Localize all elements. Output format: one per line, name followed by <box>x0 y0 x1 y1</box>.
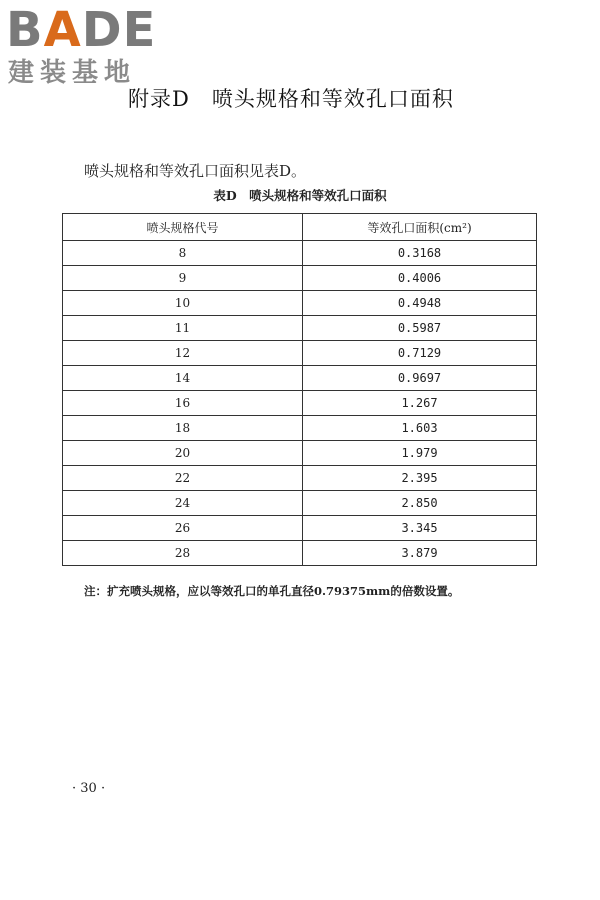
cell-orifice-area: 0.4948 <box>303 291 537 316</box>
table-row <box>63 266 537 291</box>
cell-orifice-area: 0.7129 <box>303 341 537 366</box>
cell-nozzle-code: 22 <box>63 466 303 491</box>
cell-orifice-area: 2.395 <box>303 466 537 491</box>
table-row <box>63 416 537 441</box>
cell-orifice-area: 3.879 <box>303 541 537 566</box>
logo <box>6 4 176 90</box>
page-number: · 30 · <box>72 781 106 796</box>
cell-nozzle-code: 9 <box>63 266 303 291</box>
table-row <box>63 466 537 491</box>
table-row <box>63 541 537 566</box>
cell-orifice-area: 0.9697 <box>303 366 537 391</box>
table-row <box>63 366 537 391</box>
cell-nozzle-code: 10 <box>63 291 303 316</box>
table-header-row <box>63 214 537 241</box>
cell-nozzle-code: 24 <box>63 491 303 516</box>
table-row <box>63 491 537 516</box>
table-row <box>63 341 537 366</box>
logo-subtitle: 建装基地 <box>8 58 137 88</box>
cell-orifice-area: 1.979 <box>303 441 537 466</box>
logo-letters-after: DE <box>81 2 157 58</box>
cell-orifice-area: 1.603 <box>303 416 537 441</box>
header-nozzle-code: 喷头规格代号 <box>63 214 303 241</box>
cell-nozzle-code: 26 <box>63 516 303 541</box>
cell-orifice-area: 3.345 <box>303 516 537 541</box>
header-orifice-area: 等效孔口面积(cm²) <box>303 214 537 241</box>
spec-table <box>62 213 537 566</box>
cell-orifice-area: 0.4006 <box>303 266 537 291</box>
cell-orifice-area: 1.267 <box>303 391 537 416</box>
table-row <box>63 316 537 341</box>
cell-nozzle-code: 16 <box>63 391 303 416</box>
intro-text: 喷头规格和等效孔口面积见表D。 <box>84 162 307 180</box>
table-note: 注：扩充喷头规格，应以等效孔口的单孔直径0.79375mm的倍数设置。 <box>84 584 460 598</box>
cell-nozzle-code: 11 <box>63 316 303 341</box>
page-title: 附录D 喷头规格和等效孔口面积 <box>128 87 454 111</box>
table-row <box>63 516 537 541</box>
cell-nozzle-code: 18 <box>63 416 303 441</box>
table-row <box>63 441 537 466</box>
cell-nozzle-code: 28 <box>63 541 303 566</box>
table-body <box>63 241 537 566</box>
table-caption: 表D 喷头规格和等效孔口面积 <box>213 188 387 203</box>
cell-orifice-area: 0.5987 <box>303 316 537 341</box>
cell-orifice-area: 0.3168 <box>303 241 537 266</box>
cell-nozzle-code: 14 <box>63 366 303 391</box>
table-row <box>63 291 537 316</box>
table-row <box>63 241 537 266</box>
logo-accent-letter: A <box>43 2 82 58</box>
logo-letters-before: B <box>6 2 44 58</box>
cell-nozzle-code: 20 <box>63 441 303 466</box>
cell-orifice-area: 2.850 <box>303 491 537 516</box>
cell-nozzle-code: 8 <box>63 241 303 266</box>
logo-wordmark <box>6 4 156 56</box>
cell-nozzle-code: 12 <box>63 341 303 366</box>
table-row <box>63 391 537 416</box>
